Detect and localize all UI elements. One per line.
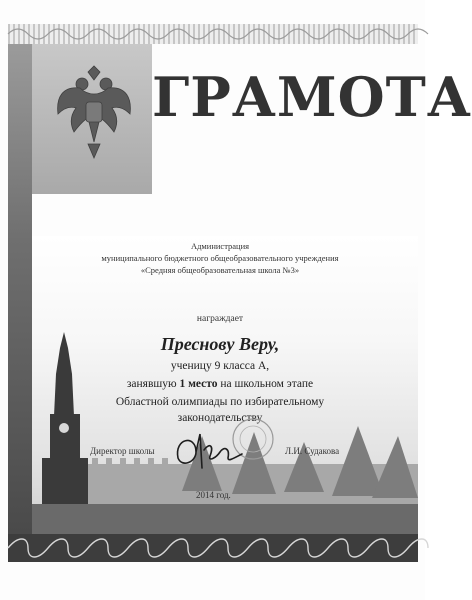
organization-line-1: Администрация xyxy=(190,241,250,251)
student-class-line: ученицу 9 класса А, xyxy=(170,360,270,372)
organization-line-2: муниципального бюджетного общеобразовательного учреждения xyxy=(101,253,339,263)
left-dark-band xyxy=(8,44,32,534)
olympiad-line-1: Областной олимпиады по избирательному xyxy=(115,396,325,408)
issuing-organization xyxy=(70,240,370,276)
certificate-title: ГРАМОТА xyxy=(152,65,472,129)
recipient-name: Преснову Веру, xyxy=(160,334,280,354)
top-ornament-pattern xyxy=(8,24,418,44)
bottom-ornament-pattern xyxy=(8,534,418,562)
bottom-ornament-band xyxy=(8,534,418,562)
director-label: Директор школы xyxy=(90,446,155,456)
organization-line-3: «Средняя общеобразовательная школа №3» xyxy=(140,265,300,275)
place-value: 1 место xyxy=(179,378,218,390)
issue-year: 2014 год. xyxy=(196,490,231,500)
place-line xyxy=(60,378,380,390)
place-suffix: на школьном этапе xyxy=(220,378,314,390)
awards-text: награждает xyxy=(196,314,244,324)
olympiad-line-2: законодательству xyxy=(177,412,263,424)
place-prefix: занявшую xyxy=(126,378,177,390)
director-signature xyxy=(170,428,250,474)
russian-double-headed-eagle-icon xyxy=(52,62,136,162)
director-name: Л.И. Судакова xyxy=(285,446,340,456)
top-ornament-band xyxy=(8,24,418,44)
